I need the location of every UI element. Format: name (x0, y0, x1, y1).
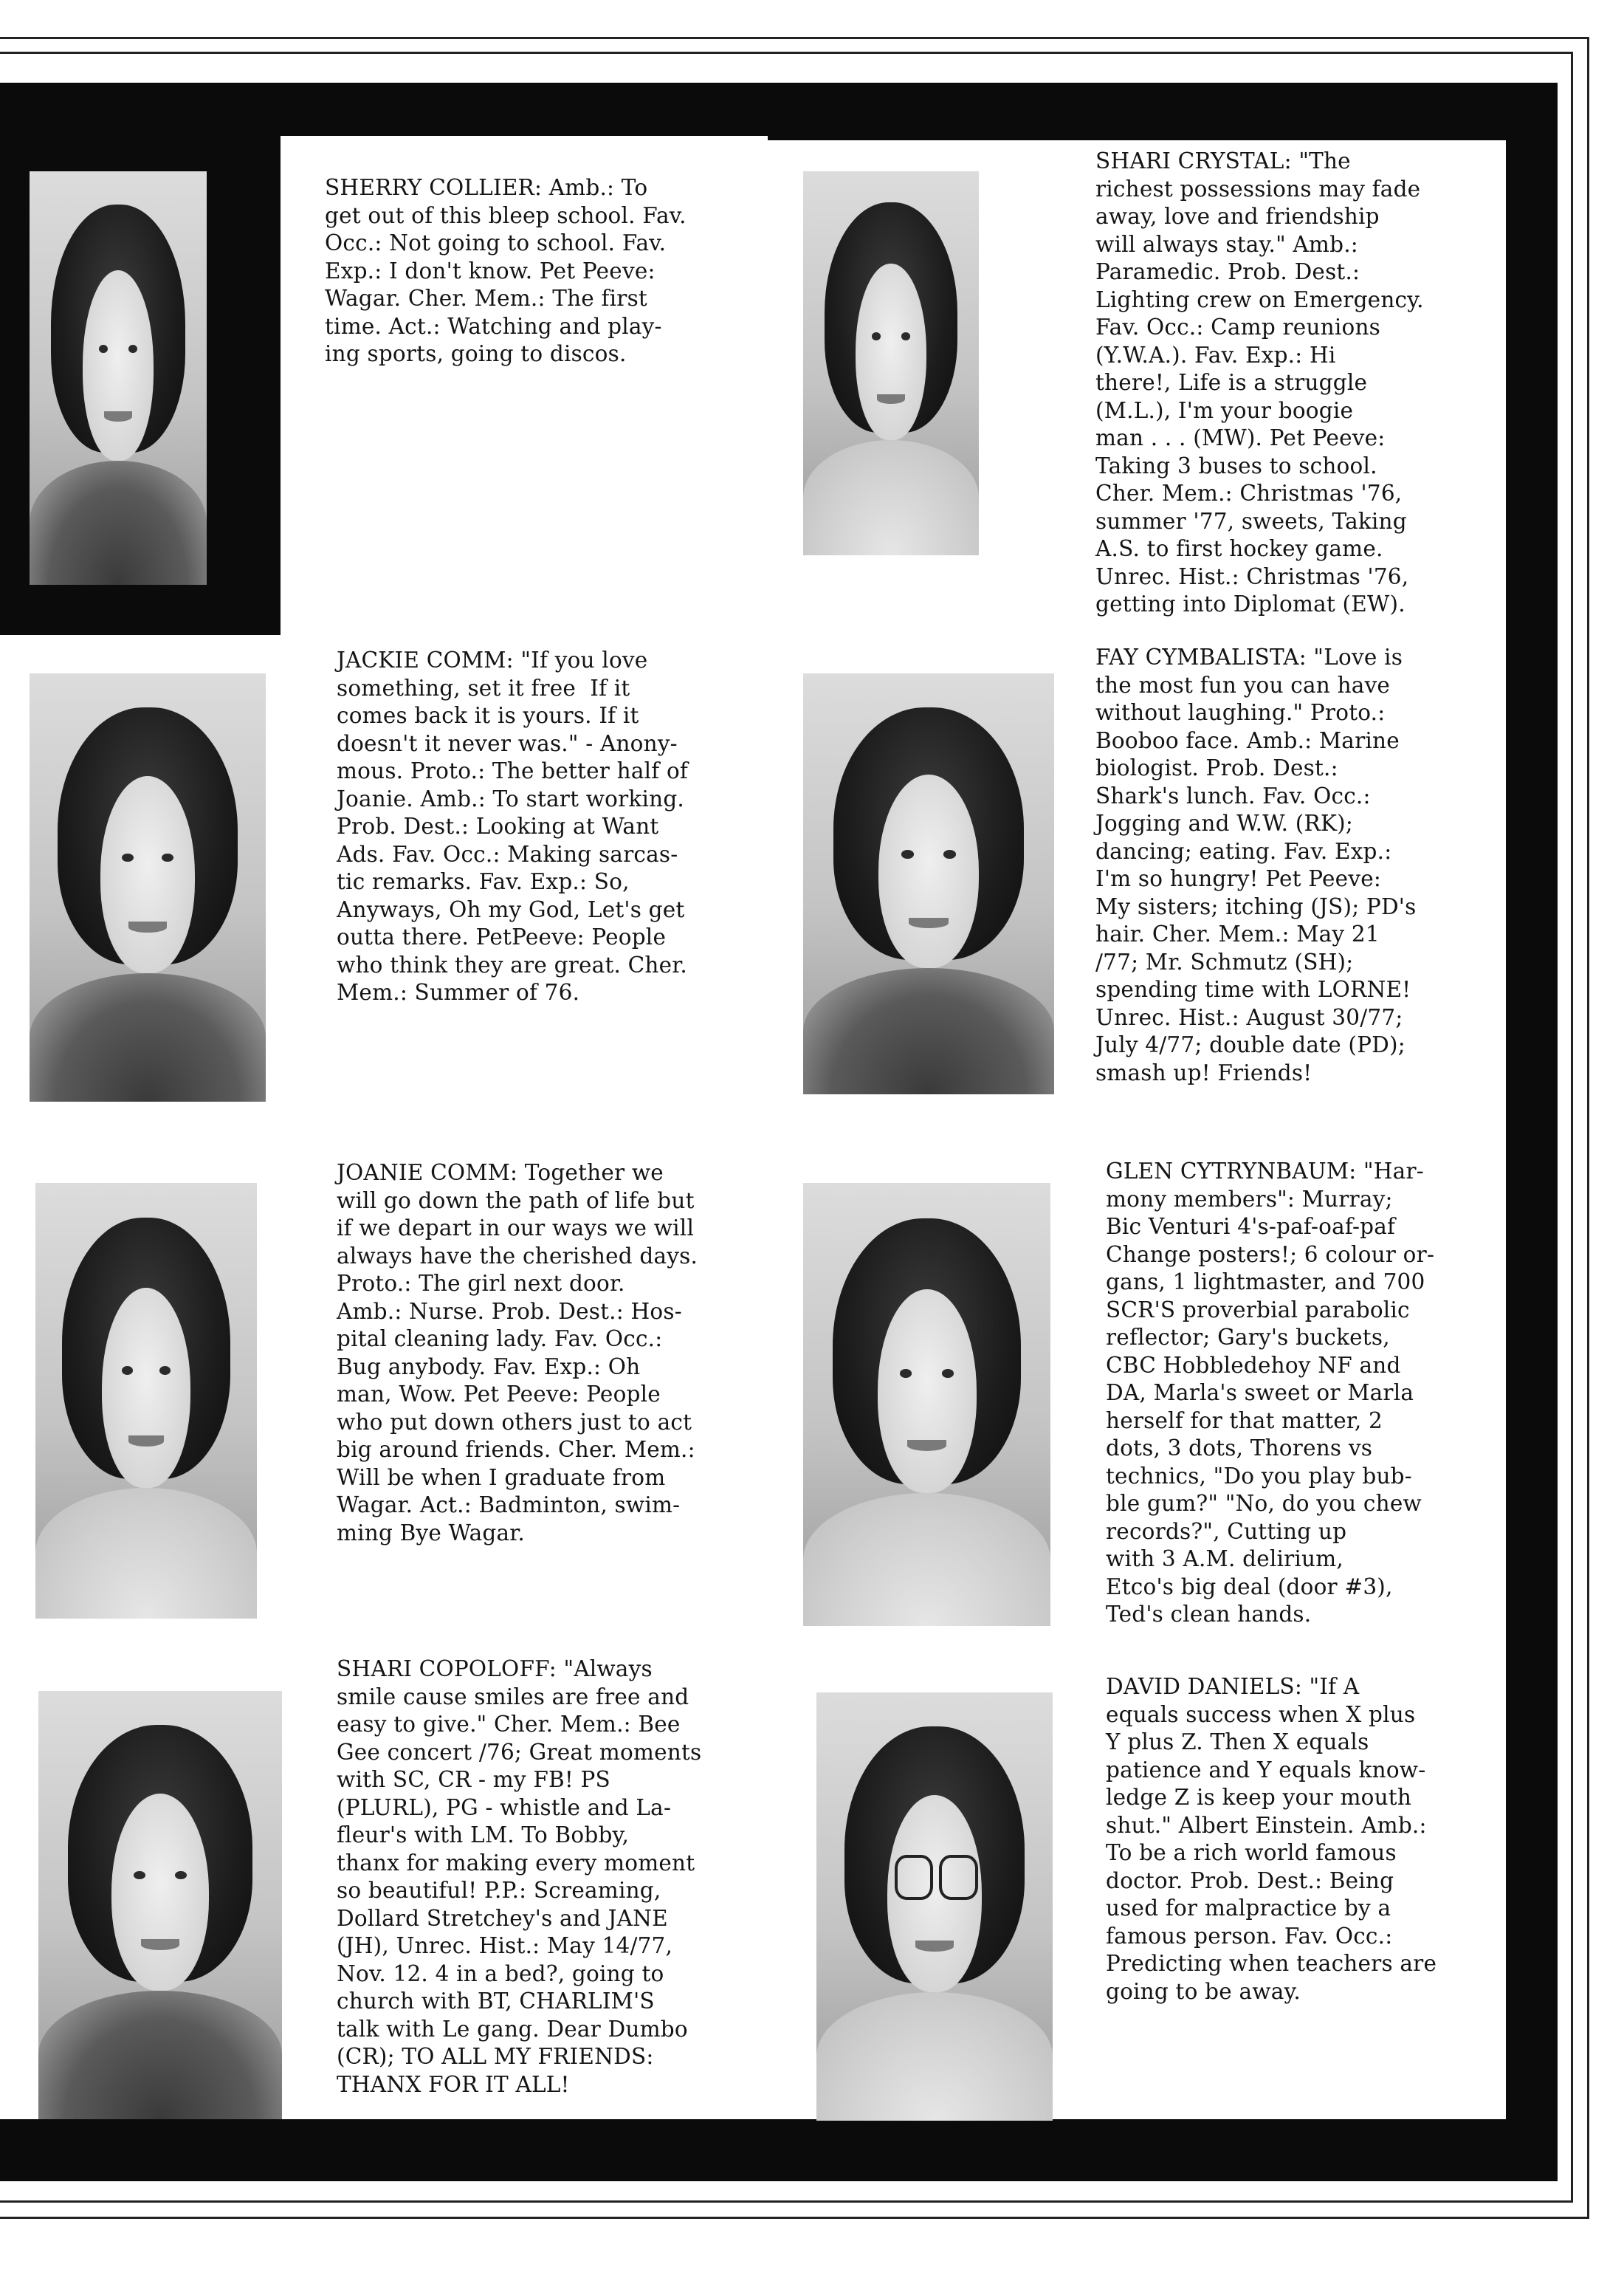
portrait-photo-glen-cytrynbaum (803, 1183, 1050, 1626)
portrait-photo-sherry-collier (30, 171, 207, 585)
portrait-photo-shari-crystal (803, 171, 979, 555)
frame-right-inner-line (1571, 52, 1573, 2200)
frame-bottom-inner-line (0, 2200, 1573, 2203)
bio-text-joanie-comm: JOANIE COMM: Together we will go down the path of life but if we depart in our ways we will always have the cherished days. Proto.: The girl next door. Amb.: Nurse. Prob. Dest.: Hos- pital cleaning lady. Fav. Occ.: Bug anybody. Fav. Exp.: Oh man, Wow. Pet Peeve: People who put down others just to act big around friends. Cher. Mem.: Will be when I graduate from Wagar. Act.: Badminton, swim- ming Bye Wagar. (337, 1160, 698, 1545)
bio-text-jackie-comm: JACKIE COMM: "If you love something, set it free If it comes back it is yours. If it doesn't it never was." - Anony- mous. Proto.: The better half of Joanie. Amb.: To start working. Prob. Dest.: Looking at Want Ads. Fav. Occ.: Making sarcas- tic remarks. Fav. Exp.: So, Anyways, Oh my God, Let's get outta there. PetPeeve: People who think they are great. Cher. Mem.: Summer of 76. (337, 648, 689, 1005)
bio-text-shari-copoloff: SHARI COPOLOFF: "Always smile cause smiles are free and easy to give." Cher. Mem.: Bee Gee concert /76; Great moments with SC, CR - my FB! PS (PLURL), PG - whistle and La- fleur's with LM. To Bobby, thanx for making every moment so beautiful! P.P.: Screaming, Dollard Stretchey's and JANE (JH), Unrec. Hist.: May 14/77, Nov. 12. 4 in a bed?, going to church with BT, CHARLIM'S talk with Le gang. Dear Dumbo (CR); TO ALL MY FRIENDS: THANX FOR IT ALL! (337, 1656, 702, 2097)
frame-bottom-outer-line (0, 2217, 1589, 2219)
frame-top-inner-line (0, 52, 1571, 54)
portrait-photo-fay-cymbalista (803, 673, 1054, 1094)
bio-text-shari-crystal: SHARI CRYSTAL: "The richest possessions may fade away, love and friendship will always stay." Amb.: Paramedic. Prob. Dest.: Lighting crew on Emergency. Fav. Occ.: Camp reunions (Y.W.A.). Fav. Exp.: Hi there!, Life is a struggle (M.L.), I'm your boogie man . . . (MW). Pet Peeve: Taking 3 buses to school. Cher. Mem.: Christmas '76, summer '77, sweets, Taking A.S. to first hockey game. Unrec. Hist.: Christmas '76, getting into Diplomat (EW). (1095, 148, 1424, 617)
frame-top-outer-line (0, 37, 1587, 39)
bio-text-glen-cytrynbaum: GLEN CYTRYNBAUM: "Har- mony members": Murray; Bic Venturi 4's-paf-oaf-paf Change posters!; 6 colour or- gans, 1 lightmaster, and 700 SCR'S proverbial parabolic reflector; Gary's buckets, CBC Hobbledehoy NF and DA, Marla's sweet or Marla herself for that matter, 2 dots, 3 dots, Thorens vs technics, "Do you play bub- ble gum?" "No, do you chew records?", Cutting up with 3 A.M. delirium, Etco's big deal (door #3), Ted's clean hands. (1106, 1159, 1435, 1627)
portrait-photo-david-daniels (816, 1692, 1053, 2121)
bio-text-fay-cymbalista: FAY CYMBALISTA: "Love is the most fun you can have without laughing." Proto.: Booboo face. Amb.: Marine biologist. Prob. Dest.: Shark's lunch. Fav. Occ.: Jogging and W.W. (RK); dancing; eating. Fav. Exp.: I'm so hungry! Pet Peeve: My sisters; itching (JS); PD's hair. Cher. Mem.: May 21 /77; Mr. Schmutz (SH); spending time with LORNE! Unrec. Hist.: August 30/77; July 4/77; double date (PD); smash up! Friends! (1095, 645, 1417, 1085)
portrait-photo-jackie-comm (30, 673, 266, 1102)
portrait-photo-shari-copoloff (38, 1691, 282, 2119)
bio-text-sherry-collier: SHERRY COLLIER: Amb.: To get out of this bleep school. Fav. Occ.: Not going to school. Fav. Exp.: I don't know. Pet Peeve: Wagar. Cher. Mem.: The first time. Act.: Watching and play- ing sports, going to discos. (325, 175, 687, 366)
portrait-photo-joanie-comm (35, 1183, 257, 1619)
bio-text-david-daniels: DAVID DANIELS: "If A equals success when X plus Y plus Z. Then X equals patience and Y equals know- ledge Z is keep your mouth shut." Albert Einstein. Amb.: To be a rich world famous doctor. Prob. Dest.: Being used for malpractice by a famous person. Fav. Occ.: Predicting when teachers are going to be away. (1106, 1674, 1437, 2004)
frame-right-outer-line (1587, 37, 1589, 2217)
